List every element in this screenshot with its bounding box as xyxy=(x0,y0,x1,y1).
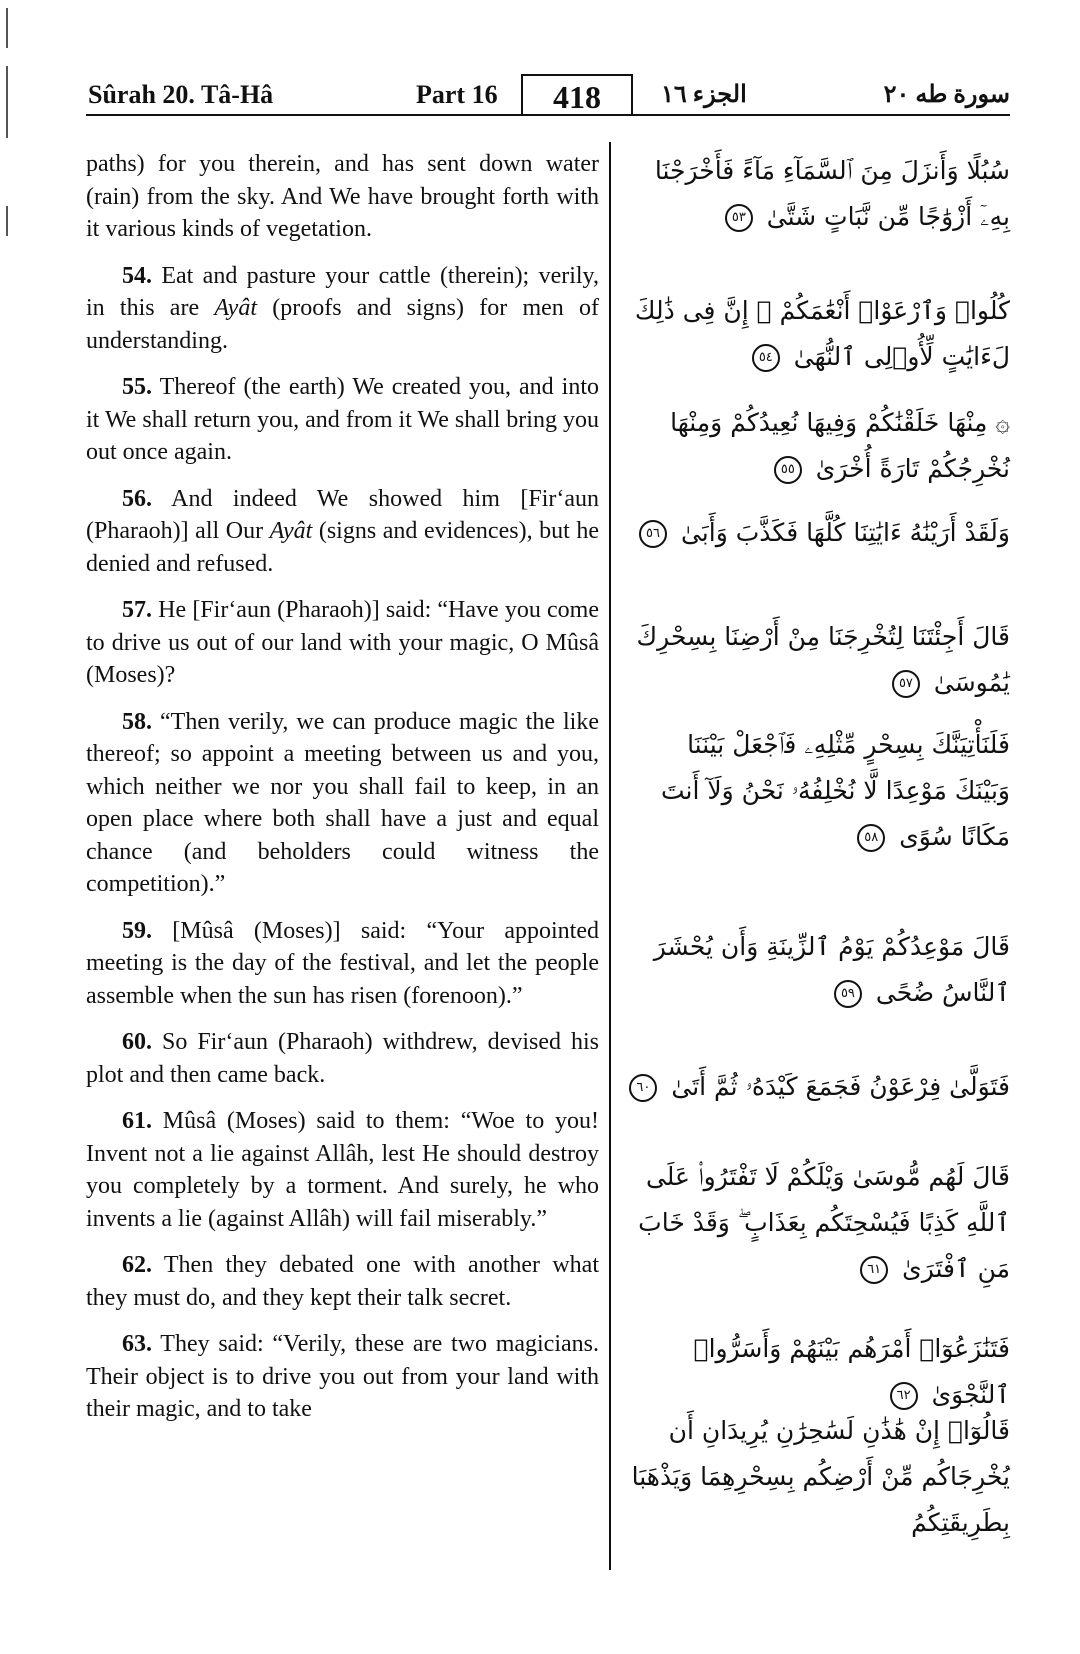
arabic-verse: فَتَنَٰزَعُوٓا۟ أَمْرَهُم بَيْنَهُمْ وَأَسَرُّوا۟ ٱلنَّجْوَىٰ ٦٢ xyxy=(693,1334,1010,1409)
arabic-verse: كُلُوا۟ وَٱرْعَوْا۟ أَنْعَٰمَكُمْ ۗ إِنَّ فِى ذَٰلِكَ لَءَايَٰتٍ لِّأُو۟لِى ٱلنُّهَىٰ ٥٤ xyxy=(634,296,1010,371)
arabic-verse: فَتَوَلَّىٰ فِرْعَوْنُ فَجَمَعَ كَيْدَهُۥ ثُمَّ أَتَىٰ ٦٠ xyxy=(626,1064,1010,1110)
page-number: 418 xyxy=(521,74,633,116)
page-header xyxy=(86,74,1010,124)
header-part: Part 16 xyxy=(416,80,498,109)
arabic-verse: قَالَ أَجِئْتَنَا لِتُخْرِجَنَا مِنْ أَرْضِنَا بِسِحْرِكَ يَٰمُوسَىٰ ٥٧ xyxy=(636,622,1010,697)
translation-paragraph: 60. So Fir‘aun (Pharaoh) withdrew, devised his plot and then came back. xyxy=(86,1029,599,1088)
arabic-verse: فَلَنَأْتِيَنَّكَ بِسِحْرٍ مِّثْلِهِۦ فَٱجْعَلْ بَيْنَنَا وَبَيْنَكَ مَوْعِدًا لَّا نُخْلِفُهُۥ نَحْنُ وَلَآ أَنتَ مَكَانًا سُوًى ٥٨ xyxy=(661,730,1010,851)
ayah-end-marker: ٥٨ xyxy=(857,824,885,852)
translation-column xyxy=(86,148,599,1426)
header-surah-english: Sûrah 20. Tâ-Hâ xyxy=(88,80,274,109)
ayah-end-marker: ٦٠ xyxy=(629,1074,657,1102)
arabic-verse: سُبُلًا وَأَنزَلَ مِنَ ٱلسَّمَآءِ مَآءً فَأَخْرَجْنَا بِهِۦٓ أَزْوَٰجًا مِّن نَّبَاتٍ شَتَّىٰ ٥٣ xyxy=(654,156,1010,231)
translation-paragraph: paths) for you therein, and has sent down water (rain) from the sky. And We have brought forth with it various kinds of vegetation. xyxy=(86,151,599,242)
translation-paragraph: 57. He [Fir‘aun (Pharaoh)] said: “Have you come to drive us out of our land with your magic, O Mûsâ (Moses)? xyxy=(86,597,599,688)
ayah-end-marker: ٥٧ xyxy=(892,670,920,698)
header-rule xyxy=(86,114,1010,116)
header-juz-arabic: الجزء ١٦ xyxy=(661,82,747,108)
arabic-verse: وَلَقَدْ أَرَيْنَٰهُ ءَايَٰتِنَا كُلَّهَا فَكَذَّبَ وَأَبَىٰ ٥٦ xyxy=(626,510,1010,556)
ayah-end-marker: ٥٣ xyxy=(725,204,753,232)
translation-paragraph: 61. Mûsâ (Moses) said to them: “Woe to you! Invent not a lie against Allâh, lest He should destroy you completely by a torment. And surely, he who invents a lie (against Allâh) will fail miserably.” xyxy=(86,1108,599,1232)
arabic-verse: قَالَ مَوْعِدُكُمْ يَوْمُ ٱلزِّينَةِ وَأَن يُحْشَرَ ٱلنَّاسُ ضُحًى ٥٩ xyxy=(653,932,1010,1007)
translation-paragraph: 63. They said: “Verily, these are two magicians. Their object is to drive you out from your land with their magic, and to take xyxy=(86,1331,599,1422)
ayah-end-marker: ٥٤ xyxy=(752,344,780,372)
ayah-end-marker: ٦١ xyxy=(860,1256,888,1284)
translation-paragraph: 58. “Then verily, we can produce magic the like thereof; so appoint a meeting between us and you, which neither we nor you shall fail to keep, in an open place where both shall have a just and equal chance (and beholders could witness the competition).” xyxy=(86,708,599,897)
translation-paragraph: 55. Thereof (the earth) We created you, and into it We shall return you, and from it We shall bring you out once again. xyxy=(86,374,599,465)
arabic-verse: قَالُوٓا۟ إِنْ هَٰذَٰنِ لَسَٰحِرَٰنِ يُرِيدَانِ أَن يُخْرِجَاكُم مِّنْ أَرْضِكُم بِسِحْرِهِمَا وَيَذْهَبَا بِطَرِيقَتِكُمُ xyxy=(631,1416,1010,1537)
ayah-end-marker: ٥٩ xyxy=(834,980,862,1008)
column-divider xyxy=(609,142,611,1570)
arabic-verse: ۞ مِنْهَا خَلَقْنَٰكُمْ وَفِيهَا نُعِيدُكُمْ وَمِنْهَا نُخْرِجُكُمْ تَارَةً أُخْرَىٰ ٥٥ xyxy=(670,408,1010,483)
ayah-end-marker: ٥٦ xyxy=(639,520,667,548)
translation-paragraph: 56. And indeed We showed him [Fir‘aun (Pharaoh)] all Our Ayât (signs and evidences), but he denied and refused. xyxy=(86,485,600,577)
ayah-end-marker: ٥٥ xyxy=(774,456,802,484)
translation-paragraph: 62. Then they debated one with another what they must do, and they kept their talk secret. xyxy=(86,1252,599,1311)
arabic-verse: قَالَ لَهُم مُّوسَىٰ وَيْلَكُمْ لَا تَفْتَرُوا۟ عَلَى ٱللَّهِ كَذِبًا فَيُسْحِتَكُم بِعَذَابٍ ۖ وَقَدْ خَابَ مَنِ ٱفْتَرَىٰ ٦١ xyxy=(638,1162,1010,1283)
ayah-end-marker: ٦٢ xyxy=(890,1382,918,1410)
scan-edge-marks xyxy=(6,0,9,260)
header-surah-arabic: سورة طه ٢٠ xyxy=(883,82,1010,108)
translation-paragraph: 54. Eat and pasture your cattle (therein); verily, in this are Ayât (proofs and signs) for men of understanding. xyxy=(86,262,600,354)
translation-paragraph: 59. [Mûsâ (Moses)] said: “Your appointed meeting is the day of the festival, and let the people assemble when the sun has risen (forenoon).” xyxy=(86,917,599,1009)
